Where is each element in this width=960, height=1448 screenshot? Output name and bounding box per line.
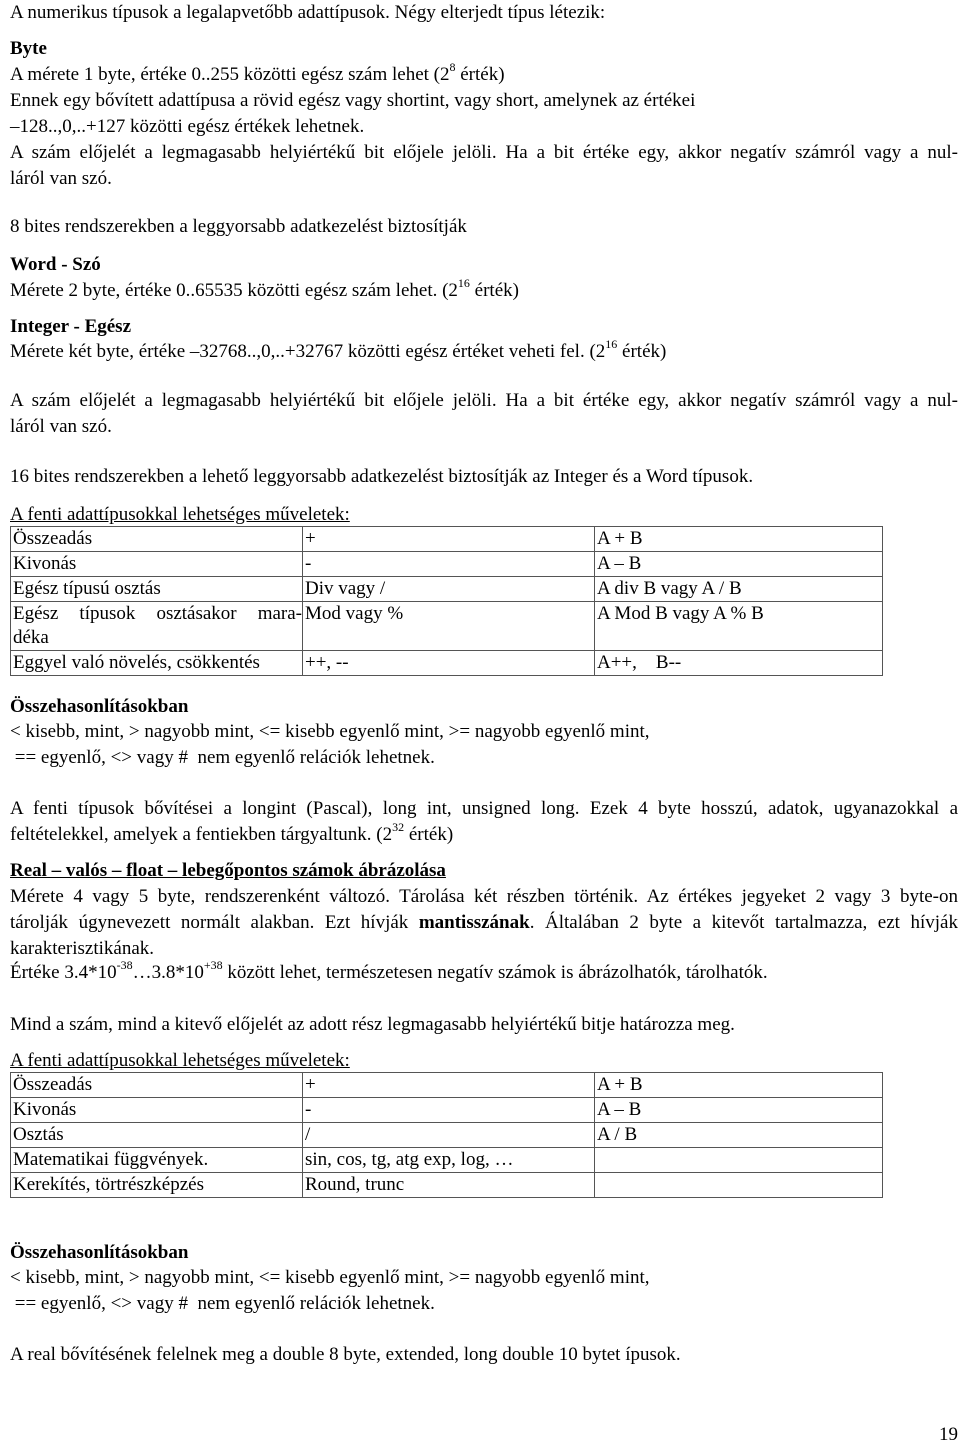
real-heading: Real – valós – float – lebegőpontos számok ábrázolása	[10, 860, 446, 881]
table-cell: /	[303, 1123, 595, 1148]
ops2-table	[10, 1072, 883, 1198]
integer-sign-line-1: A szám előjelét a legmagasabb helyiértékű bit előjele jelöli. Ha a bit értéke egy, akkor negatív számról vagy a nul-	[10, 390, 958, 411]
table-cell: A Mod B vagy A % B	[595, 602, 883, 651]
byte-sign-line-2: láról van szó.	[10, 168, 112, 189]
table-cell: -	[303, 552, 595, 577]
byte-sign-line-1: A szám előjelét a legmagasabb helyiértékű bit előjele jelöli. Ha a bit értéke egy, akkor negatív számról vagy a nul-	[10, 142, 958, 163]
compare1-line-2: == egyenlő, <> vagy # nem egyenlő relációk lehetnek.	[10, 747, 435, 768]
table-cell: Eggyel való növelés, csökkentés	[11, 651, 303, 676]
table-cell: A + B	[595, 1073, 883, 1098]
table-cell: Div vagy /	[303, 577, 595, 602]
ops1-heading: A fenti adattípusokkal lehetséges műveletek:	[10, 504, 350, 525]
table-cell: Összeadás	[11, 1073, 303, 1098]
integer-size-line: Mérete két byte, értéke –32768..,0,..+32767 közötti egész értéket veheti fel. ($2^{16}$ érték)	[10, 336, 667, 362]
byte-extension-line-1: Ennek egy bővített adattípusa a rövid egész vagy shortint, vagy short, amelynek az értékei	[10, 90, 696, 111]
byte-speed-note: 8 bites rendszerekben a leggyorsabb adatkezelést biztosítják	[10, 216, 467, 237]
word-size-line: Mérete 2 byte, értéke 0..65535 közötti egész szám lehet. ($2^{16}$ érték)	[10, 275, 519, 301]
longint-line-2: feltételekkel, amelyek a fentiekben tárgyaltunk. ($2^{32}$ érték)	[10, 819, 454, 845]
page-number: 19	[939, 1424, 958, 1445]
byte-extension-line-2: –128..,0,..+127 közötti egész értékek lehetnek.	[10, 116, 365, 137]
intro-text: A numerikus típusok a legalapvetőbb adattípusok. Négy elterjedt típus létezik:	[10, 2, 606, 23]
table-cell: A + B	[595, 527, 883, 552]
table-row	[11, 1148, 883, 1173]
real-line-3: karakterisztikának.	[10, 938, 155, 959]
table-row	[11, 1098, 883, 1123]
table-cell: Kivonás	[11, 552, 303, 577]
table-cell	[595, 1148, 883, 1173]
table-cell: A – B	[595, 552, 883, 577]
table-cell	[11, 602, 303, 651]
compare2-heading: Összehasonlításokban	[10, 1242, 189, 1263]
table-cell: +	[303, 1073, 595, 1098]
longint-line-1: A fenti típusok bővítései a longint (Pascal), long int, unsigned long. Ezek 4 byte hosszú, adatok, ugyanazokkal a	[10, 798, 958, 819]
table-cell: Egész típusú osztás	[11, 577, 303, 602]
ops2-heading: A fenti adattípusokkal lehetséges műveletek:	[10, 1050, 350, 1071]
table-cell: +	[303, 527, 595, 552]
table-row	[11, 651, 883, 676]
integer-heading: Integer - Egész	[10, 316, 132, 337]
table-cell: Kivonás	[11, 1098, 303, 1123]
compare2-line-1: < kisebb, mint, > nagyobb mint, <= kisebb egyenlő mint, >= nagyobb egyenlő mint,	[10, 1267, 650, 1288]
byte-size-line: A mérete 1 byte, értéke 0..255 közötti egész szám lehet ($2^8$ érték)	[10, 59, 505, 85]
table-row	[11, 1073, 883, 1098]
word-heading: Word - Szó	[10, 254, 101, 275]
table-cell: Matematikai függvények.	[11, 1148, 303, 1173]
table-cell: A / B	[595, 1123, 883, 1148]
table-row	[11, 552, 883, 577]
real-line-2: tárolják úgynevezett normált alakban. Ezt hívják mantisszának. Általában 2 byte a kitevőt tartalmazza, ezt hívják	[10, 912, 958, 933]
integer-sign-line-2: láról van szó.	[10, 416, 112, 437]
real-line-1: Mérete 4 vagy 5 byte, rendszerenként változó. Tárolása két részben történik. Az értékes jegyeket 2 vagy 3 byte-on	[10, 886, 958, 907]
table-cell: Kerekítés, törtrészképzés	[11, 1173, 303, 1198]
table-cell: Osztás	[11, 1123, 303, 1148]
table-cell	[595, 1173, 883, 1198]
table-cell: -	[303, 1098, 595, 1123]
compare1-line-1: < kisebb, mint, > nagyobb mint, <= kisebb egyenlő mint, >= nagyobb egyenlő mint,	[10, 721, 650, 742]
compare2-line-2: == egyenlő, <> vagy # nem egyenlő relációk lehetnek.	[10, 1293, 435, 1314]
double-note: A real bővítésének felelnek meg a double 8 byte, extended, long double 10 bytet ípusok.	[10, 1344, 681, 1365]
table-row	[11, 1173, 883, 1198]
real-sign-line: Mind a szám, mind a kitevő előjelét az adott rész legmagasabb helyiértékű bitje határozza meg.	[10, 1014, 735, 1035]
table-cell: sin, cos, tg, atg exp, log, …	[303, 1148, 595, 1173]
table-cell: A++, B--	[595, 651, 883, 676]
integer-speed-note: 16 bites rendszerekben a lehető leggyorsabb adatkezelést biztosítják az Integer és a Word típusok.	[10, 466, 754, 487]
ops1-table	[10, 526, 883, 676]
table-cell: A – B	[595, 1098, 883, 1123]
compare1-heading: Összehasonlításokban	[10, 696, 189, 717]
cell-text-line-1: Egész típusok osztásakor mara-	[13, 603, 302, 624]
byte-heading: Byte	[10, 38, 47, 59]
table-row	[11, 602, 883, 651]
table-cell: Round, trunc	[303, 1173, 595, 1198]
table-cell: Összeadás	[11, 527, 303, 552]
real-range-line: Értéke $3.4*10^{-38}\dots 3.8*10^{+38}$ között lehet, természetesen negatív számok is ábrázolhatók, tárolhatók.	[10, 957, 768, 983]
cell-text-line-2: déka	[13, 627, 49, 648]
table-row	[11, 527, 883, 552]
table-row	[11, 577, 883, 602]
table-cell: A div B vagy A / B	[595, 577, 883, 602]
table-cell: Mod vagy %	[303, 602, 595, 651]
table-cell: ++, --	[303, 651, 595, 676]
table-row	[11, 1123, 883, 1148]
